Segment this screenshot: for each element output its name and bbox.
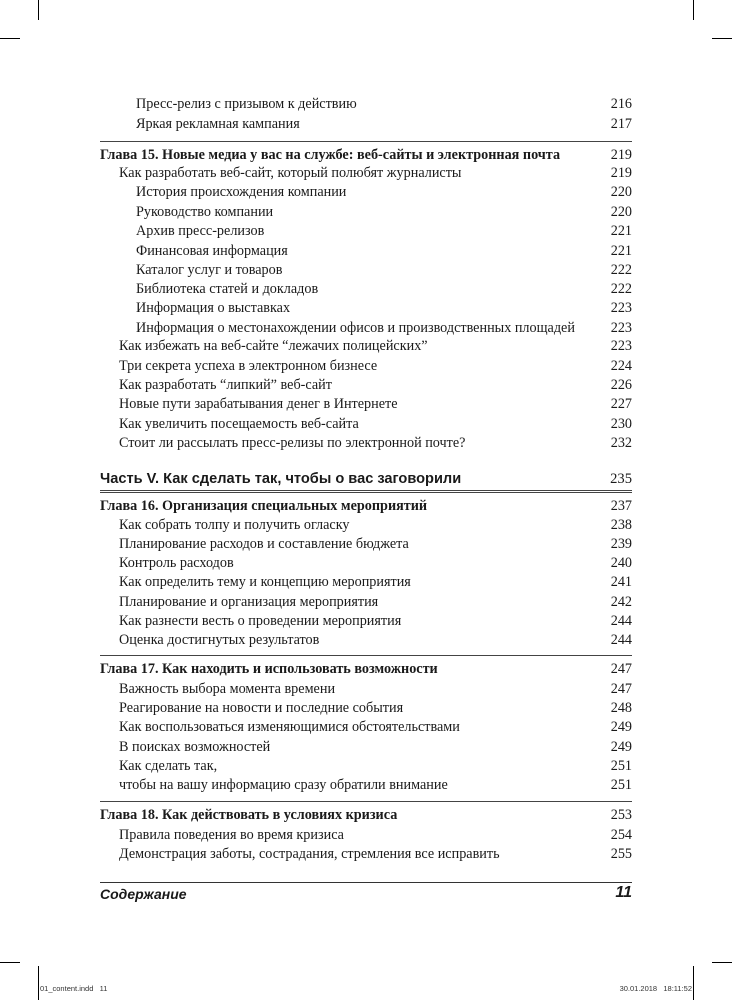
toc-entry-title: Правила поведения во время кризиса — [119, 827, 344, 843]
toc-entry[interactable] — [100, 515, 632, 535]
toc-chapter[interactable] — [100, 496, 632, 516]
toc-entry-page: 217 — [610, 116, 632, 132]
toc-entry-title: Планирование расходов и составление бюджета — [119, 536, 409, 552]
toc-entry-title: Стоит ли рассылать пресс-релизы по электронной почте? — [119, 435, 466, 451]
toc-entry-page: 244 — [610, 613, 632, 629]
toc-entry[interactable] — [100, 202, 632, 222]
toc-entry-page: 221 — [610, 223, 632, 239]
toc-entry-title: Каталог услуг и товаров — [136, 262, 283, 278]
toc-entry-title: Глава 16. Организация специальных мероприятий — [100, 498, 428, 514]
toc-entry[interactable] — [100, 114, 632, 134]
toc-entry[interactable] — [100, 94, 632, 114]
toc-entry[interactable] — [100, 534, 632, 554]
toc-entry[interactable] — [100, 630, 632, 650]
toc-entry[interactable] — [100, 698, 632, 718]
toc-entry-title: Новые пути зарабатывания денег в Интернете — [119, 396, 398, 412]
toc-entry-title: Как разработать веб-сайт, который полюбят журналисты — [119, 165, 462, 181]
toc-entry-title: Контроль расходов — [119, 555, 234, 571]
toc-entry-title: Планирование и организация мероприятия — [119, 594, 379, 610]
toc-entry-page: 242 — [610, 594, 632, 610]
toc-entry-title: Информация о выставках — [136, 300, 291, 316]
toc-entry-title: Глава 18. Как действовать в условиях кризиса — [100, 807, 398, 823]
toc-entry-page: 223 — [610, 320, 632, 336]
toc-chapter[interactable] — [100, 145, 632, 165]
toc-entry-title: Глава 17. Как находить и использовать возможности — [100, 661, 438, 677]
toc-entry-page: 251 — [610, 758, 632, 774]
toc-entry-page: 249 — [610, 719, 632, 735]
toc-entry-page: 237 — [610, 498, 632, 514]
toc-entry[interactable] — [100, 592, 632, 612]
toc-entry-title: Три секрета успеха в электронном бизнесе — [119, 358, 378, 374]
toc-entry[interactable] — [100, 298, 632, 318]
toc-entry-title: Как разнести весть о проведении мероприятия — [119, 613, 402, 629]
toc-entry[interactable] — [100, 279, 632, 299]
toc-entry[interactable] — [100, 356, 632, 376]
toc-entry-page: 255 — [610, 846, 632, 862]
toc-entry-title: История происхождения компании — [136, 184, 347, 200]
toc-entry[interactable] — [100, 553, 632, 573]
toc-entry-page: 232 — [610, 435, 632, 451]
toc-entry-page: 239 — [610, 536, 632, 552]
toc-chapter[interactable] — [100, 805, 632, 825]
toc-entry[interactable] — [100, 394, 632, 414]
toc-entry-page: 235 — [610, 471, 632, 487]
toc-entry-page: 248 — [610, 700, 632, 716]
footer-title: Содержание — [100, 886, 187, 902]
toc-entry-page: 247 — [610, 681, 632, 697]
chapter-rule — [100, 655, 632, 656]
toc-entry-title: чтобы на вашу информацию сразу обратили внимание — [119, 777, 448, 793]
toc-entry-page: 219 — [610, 147, 632, 163]
toc-chapter[interactable] — [100, 659, 632, 679]
toc-entry-title: Библиотека статей и докладов — [136, 281, 319, 297]
toc-entry[interactable] — [100, 260, 632, 280]
toc-entry-title: В поисках возможностей — [119, 739, 271, 755]
chapter-rule — [100, 801, 632, 802]
toc-entry-title: Как сделать так, — [119, 758, 218, 774]
toc-entry-title: Как разработать “липкий” веб-сайт — [119, 377, 332, 393]
toc-entry-page: 226 — [610, 377, 632, 393]
toc-entry-title: Глава 15. Новые медиа у вас на службе: веб-сайты и электронная почта — [100, 147, 561, 163]
chapter-rule — [100, 492, 632, 493]
toc-entry[interactable] — [100, 375, 632, 395]
page-number: 11 — [615, 884, 632, 901]
toc-entry-title: Важность выбора момента времени — [119, 681, 336, 697]
toc-entry[interactable] — [100, 163, 632, 183]
toc-entry-title: Архив пресс-релизов — [136, 223, 265, 239]
toc-entry[interactable] — [100, 241, 632, 261]
toc-entry[interactable] — [100, 737, 632, 757]
toc-entry-page: 227 — [610, 396, 632, 412]
toc-entry[interactable] — [100, 775, 632, 795]
toc-entry-title: Оценка достигнутых результатов — [119, 632, 320, 648]
toc-entry[interactable] — [100, 679, 632, 699]
toc-entry-title: Как определить тему и концепцию мероприятия — [119, 574, 411, 590]
toc-entry[interactable] — [100, 825, 632, 845]
toc-entry[interactable] — [100, 221, 632, 241]
toc-entry-page: 247 — [610, 661, 632, 677]
toc-entry-page: 249 — [610, 739, 632, 755]
toc-entry[interactable] — [100, 572, 632, 592]
toc-entry-title: Как воспользоваться изменяющимися обстоятельствами — [119, 719, 460, 735]
toc-entry-page: 222 — [610, 262, 632, 278]
toc-entry-page: 224 — [610, 358, 632, 374]
toc-entry-title: Как увеличить посещаемость веб-сайта — [119, 416, 359, 432]
toc-entry-title: Как собрать толпу и получить огласку — [119, 517, 350, 533]
toc-entry-title: Часть V. Как сделать так, чтобы о вас заговорили — [100, 471, 462, 487]
toc-entry-page: 223 — [610, 300, 632, 316]
chapter-rule — [100, 141, 632, 142]
toc-entry[interactable] — [100, 318, 632, 338]
toc-entry-title: Финансовая информация — [136, 243, 288, 259]
toc-entry-page: 220 — [610, 204, 632, 220]
toc-entry-page: 219 — [610, 165, 632, 181]
toc-entry-page: 221 — [610, 243, 632, 259]
toc-entry-page: 223 — [610, 338, 632, 354]
toc-entry-page: 238 — [610, 517, 632, 533]
toc-entry-title: Яркая рекламная кампания — [136, 116, 300, 132]
toc-entry-page: 254 — [610, 827, 632, 843]
toc-entry[interactable] — [100, 414, 632, 434]
toc-entry-page: 244 — [610, 632, 632, 648]
toc-part[interactable] — [100, 469, 632, 489]
toc-entry-title: Реагирование на новости и последние события — [119, 700, 404, 716]
toc-entry[interactable] — [100, 433, 632, 453]
toc-entry[interactable] — [100, 611, 632, 631]
toc-entry-title: Демонстрация заботы, сострадания, стремления все исправить — [119, 846, 500, 862]
toc-entry[interactable] — [100, 717, 632, 737]
toc-entry[interactable] — [100, 756, 632, 776]
toc-entry-page: 251 — [610, 777, 632, 793]
toc-entry-page: 240 — [610, 555, 632, 571]
toc-entry[interactable] — [100, 844, 632, 864]
toc-entry-title: Информация о местонахождении офисов и производственных площадей — [136, 320, 575, 336]
toc-entry-page: 230 — [610, 416, 632, 432]
toc-entry-page: 216 — [610, 96, 632, 112]
footer-rule — [100, 882, 632, 883]
toc-entry-page: 253 — [610, 807, 632, 823]
toc-entry-title: Как избежать на веб-сайте “лежачих полицейских” — [119, 338, 428, 354]
toc-entry-page: 220 — [610, 184, 632, 200]
toc-entry-page: 222 — [610, 281, 632, 297]
part-rule — [100, 490, 632, 491]
toc-entry-page: 241 — [610, 574, 632, 590]
slug-left: 01_content.indd 11 — [40, 984, 108, 993]
toc-entry[interactable] — [100, 336, 632, 356]
toc-entry-title: Пресс-релиз с призывом к действию — [136, 96, 357, 112]
toc-entry-title: Руководство компании — [136, 204, 274, 220]
toc-entry[interactable] — [100, 182, 632, 202]
slug-right: 30.01.2018 18:11:52 — [619, 984, 692, 993]
